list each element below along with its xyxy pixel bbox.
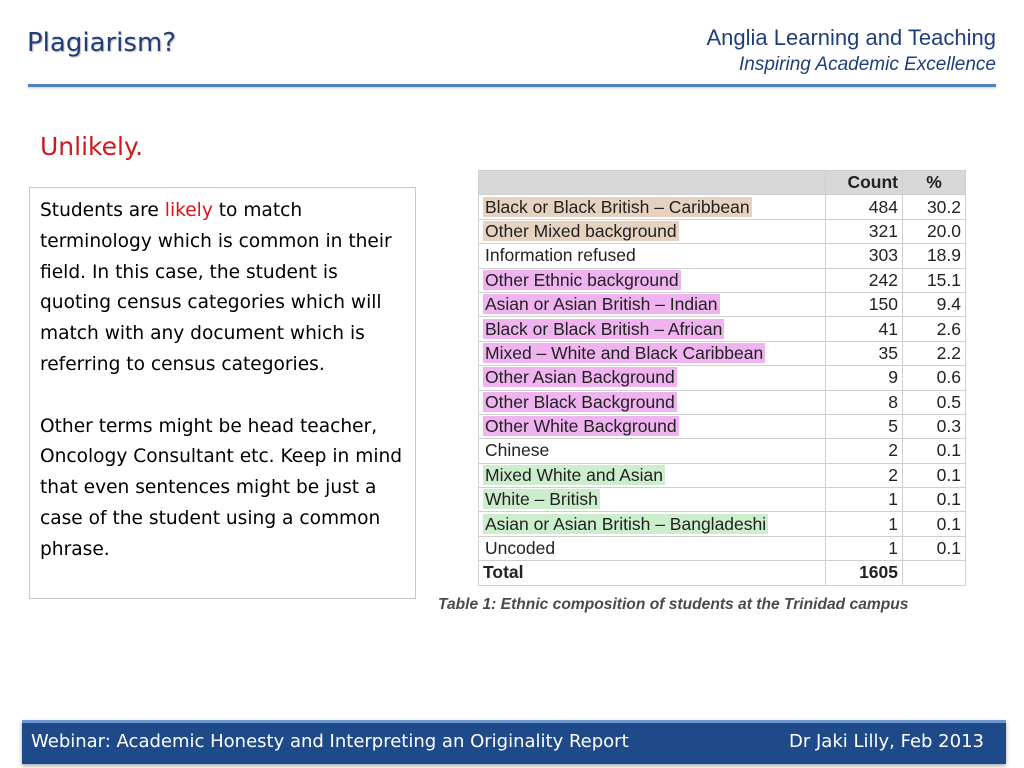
cell-category — [479, 292, 826, 316]
cell-category — [479, 341, 826, 365]
brand-block — [707, 24, 997, 78]
cell-percent: 0.1 — [903, 512, 966, 536]
category-label: Black or Black British – African — [485, 318, 723, 339]
cell-count: 5 — [826, 414, 903, 438]
cell-count: 1 — [826, 488, 903, 512]
table-row — [479, 268, 966, 292]
table-row — [479, 414, 966, 438]
table-row — [479, 341, 966, 365]
table-row — [479, 439, 966, 463]
table-row — [479, 317, 966, 341]
paragraph-2: Other terms might be head teacher, Oncology Consultant etc. Keep in mind that even sentences might be just a case of the student using a common phrase. — [40, 415, 403, 560]
para1-highlight: likely — [164, 200, 213, 221]
explanation-text-box — [29, 187, 416, 599]
cell-category — [479, 244, 826, 268]
category-label: Other Black Background — [485, 391, 675, 412]
cell-count: 2 — [826, 439, 903, 463]
cell-category — [479, 390, 826, 414]
cell-percent: 30.2 — [903, 195, 966, 219]
cell-category — [479, 536, 826, 560]
cell-category — [479, 414, 826, 438]
cell-category — [479, 268, 826, 292]
category-label: Other Asian Background — [485, 367, 675, 388]
cell-count: 303 — [826, 244, 903, 268]
category-label: White – British — [485, 489, 598, 510]
table-row — [479, 463, 966, 487]
table-row — [479, 488, 966, 512]
cell-percent: 0.5 — [903, 390, 966, 414]
table-row — [479, 292, 966, 316]
header-category — [479, 171, 826, 195]
header-count: Count — [826, 171, 903, 195]
slide-title: Plagiarism? — [27, 28, 177, 58]
header-divider — [28, 84, 996, 87]
category-label: Black or Black British – Caribbean — [485, 196, 750, 217]
cell-count: 321 — [826, 219, 903, 243]
census-table — [478, 170, 966, 586]
cell-count: 484 — [826, 195, 903, 219]
cell-percent: 0.1 — [903, 536, 966, 560]
cell-percent: 18.9 — [903, 244, 966, 268]
total-percent — [903, 561, 966, 585]
cell-category — [479, 488, 826, 512]
category-label: Mixed – White and Black Caribbean — [485, 342, 764, 363]
category-label: Chinese — [485, 440, 550, 461]
category-label: Asian or Asian British – Bangladeshi — [485, 513, 767, 534]
table-row — [479, 536, 966, 560]
table-row — [479, 219, 966, 243]
category-label: Other Ethnic background — [485, 269, 679, 290]
cell-count: 35 — [826, 341, 903, 365]
table-total-row — [479, 561, 966, 585]
total-count: 1605 — [826, 561, 903, 585]
paragraph-1 — [40, 196, 405, 381]
cell-count: 9 — [826, 366, 903, 390]
category-label: Information refused — [485, 245, 636, 266]
cell-count: 1 — [826, 536, 903, 560]
cell-percent: 9.4 — [903, 292, 966, 316]
table-row — [479, 390, 966, 414]
category-label: Mixed White and Asian — [485, 464, 664, 485]
table-row — [479, 512, 966, 536]
cell-count: 2 — [826, 463, 903, 487]
category-label: Other Mixed background — [485, 220, 677, 241]
cell-count: 41 — [826, 317, 903, 341]
total-label: Total — [479, 561, 826, 585]
cell-percent: 0.3 — [903, 414, 966, 438]
brand-tagline: Inspiring Academic Excellence — [739, 54, 996, 75]
cell-category — [479, 439, 826, 463]
footer-webinar-title: Webinar: Academic Honesty and Interpreting an Originality Report — [31, 731, 629, 752]
cell-percent: 2.2 — [903, 341, 966, 365]
cell-category — [479, 219, 826, 243]
cell-percent: 0.1 — [903, 439, 966, 463]
table-row — [479, 195, 966, 219]
cell-category — [479, 317, 826, 341]
category-label: Uncoded — [485, 538, 556, 559]
cell-count: 150 — [826, 292, 903, 316]
category-label: Other White Background — [485, 416, 677, 437]
footer-author-date: Dr Jaki Lilly, Feb 2013 — [789, 731, 984, 752]
cell-percent: 2.6 — [903, 317, 966, 341]
cell-percent: 0.1 — [903, 463, 966, 487]
cell-count: 1 — [826, 512, 903, 536]
table-row — [479, 244, 966, 268]
cell-count: 242 — [826, 268, 903, 292]
cell-category — [479, 512, 826, 536]
category-label: Asian or Asian British – Indian — [485, 294, 718, 315]
cell-category — [479, 366, 826, 390]
cell-count: 8 — [826, 390, 903, 414]
para1-before: Students are — [40, 200, 165, 221]
cell-percent: 0.6 — [903, 366, 966, 390]
cell-category — [479, 463, 826, 487]
cell-percent: 20.0 — [903, 219, 966, 243]
table-caption: Table 1: Ethnic composition of students at the Trinidad campus — [438, 596, 909, 613]
cell-category — [479, 195, 826, 219]
footer-bar — [22, 720, 1006, 764]
header-percent: % — [903, 171, 966, 195]
para1-after: to match terminology which is common in their field. In this case, the student is quoting census categories which will match with any document which is referring to census categories. — [40, 200, 392, 375]
subheading: Unlikely. — [40, 132, 144, 161]
brand-name: Anglia Learning and Teaching — [706, 25, 996, 50]
table-row — [479, 366, 966, 390]
table-header-row — [479, 171, 966, 195]
cell-percent: 0.1 — [903, 488, 966, 512]
cell-percent: 15.1 — [903, 268, 966, 292]
